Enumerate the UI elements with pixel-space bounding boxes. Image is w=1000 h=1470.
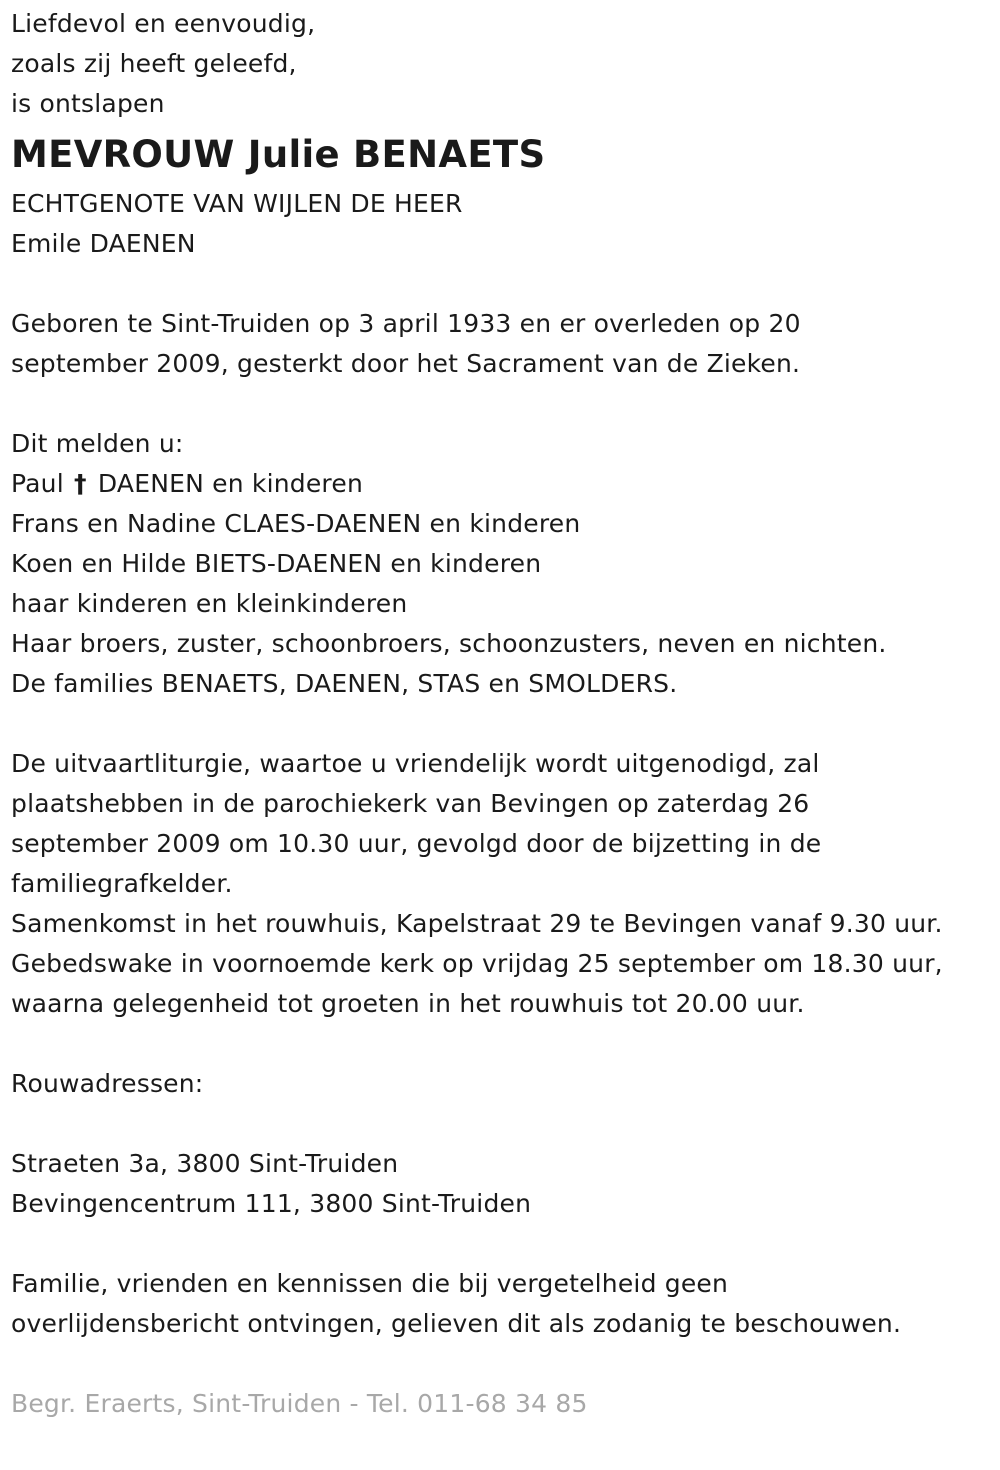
spouse-name: Emile DAENEN [11, 229, 196, 258]
paragraph-line: september 2009 om 10.30 uur, gevolgd door de bijzetting in de [11, 829, 822, 858]
announcers-heading: Dit melden u: [11, 429, 184, 458]
undertaker-footer: Begr. Eraerts, Sint-Truiden - Tel. 011-68 34 85 [11, 1389, 588, 1418]
paragraph-line: plaatshebben in de parochiekerk van Bevingen op zaterdag 26 [11, 789, 810, 818]
announcer-line: Frans en Nadine CLAES-DAENEN en kinderen [11, 509, 581, 538]
cross-icon: † [74, 469, 87, 498]
paragraph-line: De uitvaartliturgie, waartoe u vriendelijk wordt uitgenodigd, zal [11, 749, 820, 778]
announcer-line: Haar broers, zuster, schoonbroers, schoonzusters, neven en nichten. [11, 629, 887, 658]
announcer-line: haar kinderen en kleinkinderen [11, 589, 408, 618]
intro-line: is ontslapen [11, 89, 165, 118]
funeral-paragraph [11, 744, 996, 1024]
intro-verse [11, 4, 996, 124]
announcer-line [11, 464, 996, 504]
obituary-notice [11, 4, 996, 1424]
announcers-list [11, 424, 996, 704]
birth-death-paragraph [11, 304, 996, 384]
paragraph-line: Gebedswake in voornoemde kerk op vrijdag 25 september om 18.30 uur, [11, 949, 943, 978]
paragraph-line: september 2009, gesterkt door het Sacrament van de Zieken. [11, 349, 801, 378]
paragraph-line: familiegrafkelder. [11, 869, 233, 898]
address-line: Straeten 3a, 3800 Sint-Truiden [11, 1149, 399, 1178]
announcer-line: Koen en Hilde BIETS-DAENEN en kinderen [11, 549, 542, 578]
paragraph-line: waarna gelegenheid tot groeten in het rouwhuis tot 20.00 uur. [11, 989, 805, 1018]
announcer-rest: DAENEN en kinderen [97, 469, 363, 498]
intro-line: Liefdevol en eenvoudig, [11, 9, 316, 38]
intro-line: zoals zij heeft geleefd, [11, 49, 297, 78]
addresses-heading: Rouwadressen: [11, 1069, 204, 1098]
announcer-first-name: Paul [11, 469, 64, 498]
deceased-relation: ECHTGENOTE VAN WIJLEN DE HEER [11, 189, 463, 218]
paragraph-line: Geboren te Sint-Truiden op 3 april 1933 en er overleden op 20 [11, 309, 801, 338]
deceased-name: MEVROUW Julie BENAETS [11, 133, 546, 176]
address-line: Bevingencentrum 111, 3800 Sint-Truiden [11, 1189, 532, 1218]
announcer-line: De families BENAETS, DAENEN, STAS en SMOLDERS. [11, 669, 678, 698]
paragraph-line: Samenkomst in het rouwhuis, Kapelstraat 29 te Bevingen vanaf 9.30 uur. [11, 909, 943, 938]
paragraph-line: overlijdensbericht ontvingen, gelieven dit als zodanig te beschouwen. [11, 1309, 902, 1338]
addresses-list [11, 1144, 996, 1224]
notice-paragraph [11, 1264, 996, 1344]
paragraph-line: Familie, vrienden en kennissen die bij vergetelheid geen [11, 1269, 729, 1298]
